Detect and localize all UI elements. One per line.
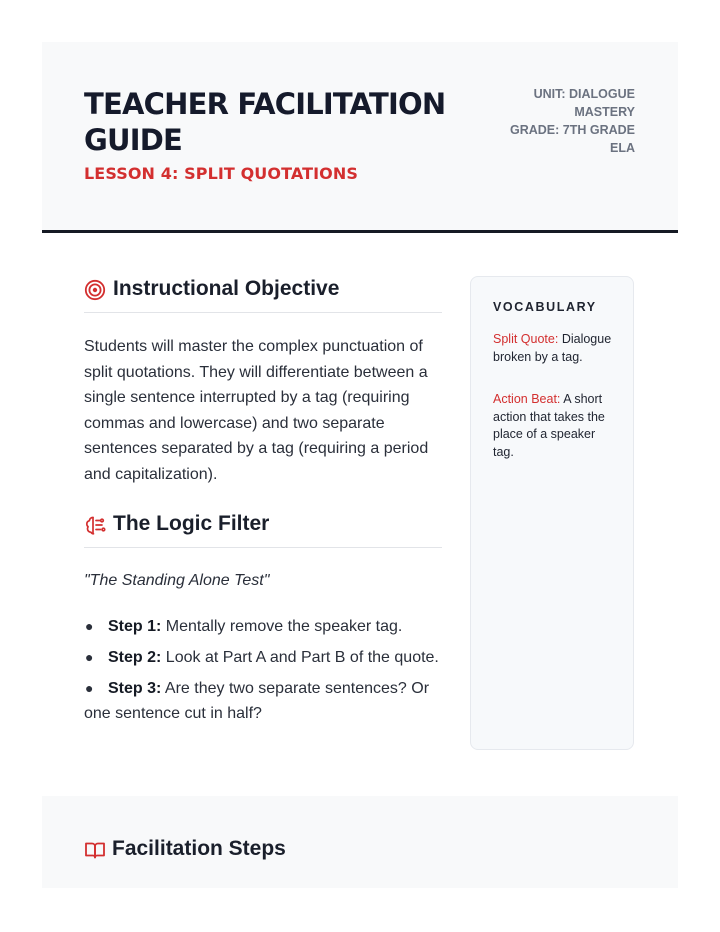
page-title: TEACHER FACILITATION GUIDE [84, 87, 446, 157]
facilitation-section [42, 796, 678, 888]
standing-alone-quote: "The Standing Alone Test" [84, 572, 270, 589]
vocab-definition: A short action that takes the place of a speaker tag. [493, 392, 605, 459]
unit-meta [495, 85, 635, 157]
bullet-icon: ● [85, 649, 94, 665]
vocab-item [493, 331, 619, 366]
objective-section-header [84, 276, 442, 313]
grade-label: GRADE: 7TH GRADE ELA [509, 123, 635, 155]
vocab-definition: Dialogue broken by a tag. [493, 332, 612, 364]
bullet-icon: ● [85, 680, 94, 696]
logic-steps-list [84, 614, 444, 732]
step-label: Step 1: [108, 618, 162, 635]
logic-heading: The Logic Filter [113, 512, 270, 535]
vocab-term: Split Quote: [493, 332, 559, 346]
step-label: Step 3: [108, 680, 162, 697]
objective-text: Students will master the complex punctuation of split quotations. They will differentiate between a single sentence interrupted by a tag (requiring commas and lowercase) and two separate sentences separated by a tag (requiring a period and capitalization). [84, 338, 429, 483]
logic-section-header [84, 511, 442, 548]
vocab-item [493, 391, 619, 461]
vocabulary-card [470, 276, 634, 750]
step-label: Step 2: [108, 649, 162, 666]
list-item [84, 645, 444, 670]
lesson-subtitle: LESSON 4: SPLIT QUOTATIONS [84, 164, 358, 183]
brain-icon [84, 514, 106, 536]
list-item [84, 676, 444, 726]
list-item [84, 614, 444, 639]
step-text: Are they two separate sentences? Or one sentence cut in half? [84, 680, 430, 722]
guide-header [42, 42, 678, 233]
open-book-icon [84, 839, 106, 861]
target-icon [84, 279, 106, 301]
objective-heading: Instructional Objective [113, 277, 340, 300]
vocabulary-title: VOCABULARY [493, 300, 597, 314]
unit-label: UNIT: DIALOGUE MASTERY [533, 87, 635, 119]
bullet-icon: ● [85, 618, 94, 634]
step-text: Mentally remove the speaker tag. [165, 618, 403, 635]
facilitation-heading: Facilitation Steps [112, 837, 286, 860]
vocab-term: Action Beat: [493, 392, 561, 406]
step-text: Look at Part A and Part B of the quote. [165, 649, 439, 666]
